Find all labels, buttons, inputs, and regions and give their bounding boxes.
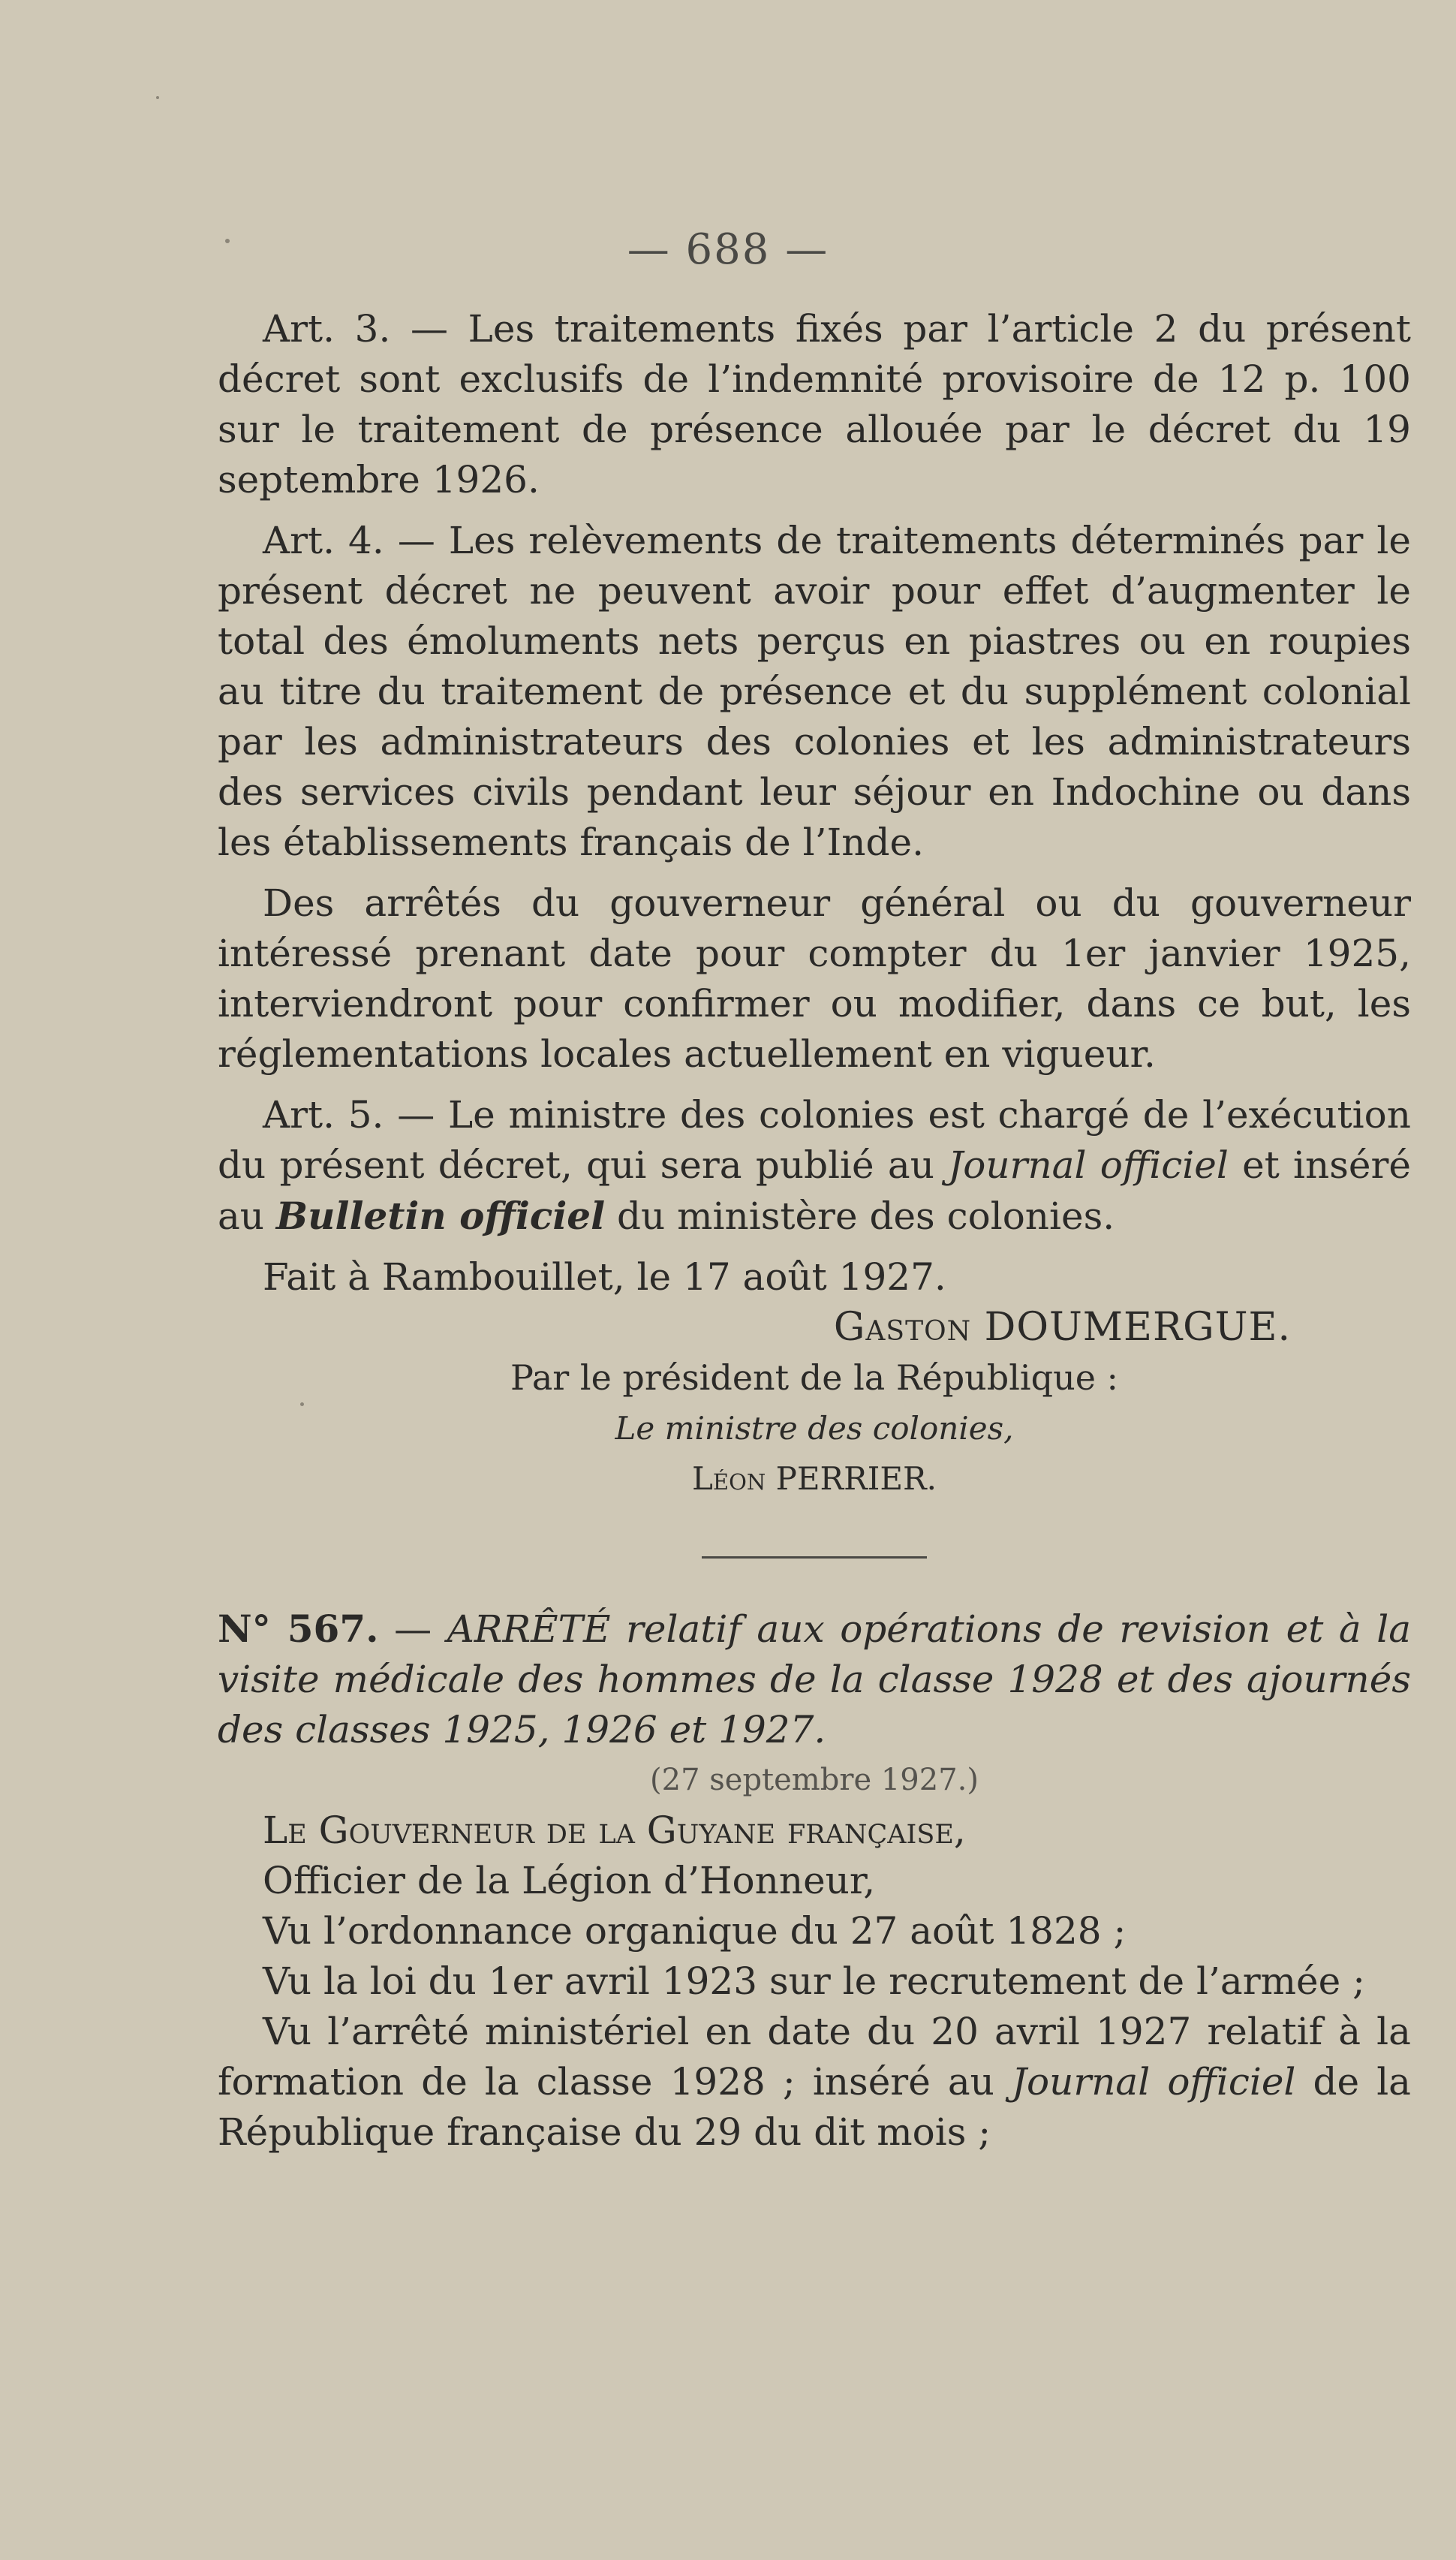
bulletin-officiel: Bulletin officiel bbox=[275, 1194, 606, 1238]
article-3-label: Art. 3. bbox=[263, 307, 391, 351]
article-5-label: Art. 5. bbox=[263, 1093, 384, 1137]
article-5-text-middle: et inséré au bbox=[218, 1143, 1411, 1238]
vu-ordonnance: Vu l’ordonnance organique du 27 août 1828 ; bbox=[263, 1909, 1127, 1953]
section-divider bbox=[702, 1556, 927, 1559]
article-4-label: Art. 4. bbox=[263, 519, 384, 562]
paper-speck bbox=[156, 96, 159, 99]
article-4 bbox=[218, 516, 1411, 868]
article-3-text: — Les traitements fixés par l’article 2 du présent décret sont exclusifs de l’indemnité provisoire de 12 p. 100 sur le traitement de présence allouée par le décret du 19 septembre 1926. bbox=[218, 307, 1411, 501]
fait-a-rambouillet: Fait à Rambouillet, le 17 août 1927. bbox=[263, 1255, 946, 1299]
arretes-paragraph: Des arrêtés du gouverneur général ou du gouverneur intéressé prenant date pour compter du 1er janvier 1925, interviendront pour confirmer ou modifier, dans ce but, les réglementations locales actuellement en vigueur. bbox=[218, 881, 1411, 1076]
arrete-title: ARRÊTÉ relatif aux opérations de revision et à la visite médicale des hommes de la classe 1928 et des ajournés des classes 1925, 1926 et 1927. bbox=[218, 1607, 1412, 1751]
body-text bbox=[218, 304, 1411, 2158]
article-5 bbox=[218, 1090, 1411, 1242]
signature-doumergue: Gaston DOUMERGUE. bbox=[833, 1305, 1291, 1350]
vu-loi: Vu la loi du 1er avril 1923 sur le recrutement de l’armée ; bbox=[263, 1959, 1365, 2003]
le-ministre: Le ministre des colonies, bbox=[615, 1410, 1014, 1447]
gouverneur-line: Le Gouverneur de la Guyane française, bbox=[263, 1809, 966, 1852]
article-5-text: — Le ministre des colonies est chargé de l’exécution du présent décret, qui sera publié au bbox=[218, 1093, 1411, 1187]
article-5-text-end: du ministère des colonies. bbox=[605, 1194, 1115, 1238]
article-3 bbox=[218, 304, 1411, 505]
vu-arrete-journal: Journal officiel bbox=[1011, 2060, 1296, 2104]
arrete-dash: — bbox=[378, 1607, 447, 1651]
arrete-567-heading bbox=[218, 1604, 1411, 1755]
vu-arrete-text: Vu l’arrêté ministériel en date du 20 avril 1927 relatif à la formation de la classe 1928 ; inséré au bbox=[218, 2010, 1411, 2104]
arrete-date: (27 septembre 1927.) bbox=[650, 1763, 979, 1797]
page-number: — 688 — bbox=[627, 225, 829, 274]
arrete-number: N° 567. bbox=[218, 1607, 379, 1651]
journal-officiel: Journal officiel bbox=[948, 1143, 1229, 1187]
vu-arrete bbox=[218, 2007, 1411, 2158]
vu-arrete-text-end: de la République française du 29 du dit mois ; bbox=[218, 2060, 1411, 2154]
minister-name: Léon PERRIER. bbox=[692, 1460, 937, 1497]
officier-line: Officier de la Légion d’Honneur, bbox=[263, 1859, 876, 1902]
article-4-text: — Les relèvements de traitements déterminés par le présent décret ne peuvent avoir pour effet d’augmenter le total des émoluments nets perçus en piastres ou en roupies au titre du traitement de présence et du supplément colonial par les administrateurs des colonies et les administrateurs des services civils pendant leur séjour en Indochine ou dans les établissements français de l’Inde. bbox=[218, 519, 1411, 864]
par-le-president: Par le président de la République : bbox=[510, 1357, 1119, 1398]
